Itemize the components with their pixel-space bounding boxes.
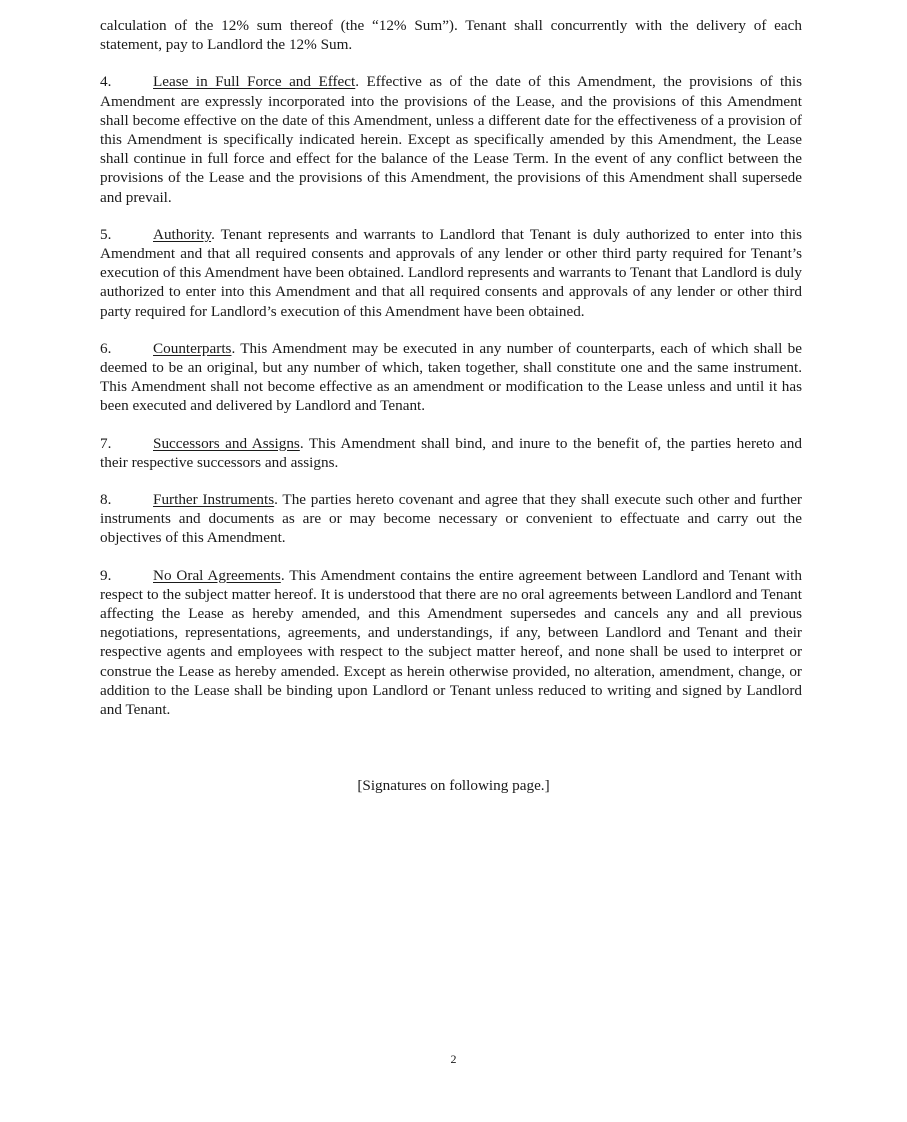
section-6: [100, 339, 802, 416]
section-number: 8.: [100, 491, 112, 509]
page-number: 2: [450, 1052, 457, 1066]
section-9: [100, 566, 802, 720]
document-body: [100, 16, 802, 737]
section-body: . Tenant represents and warrants to Landlord that Tenant is duly authorized to enter into this Amendment and that all required consents and approvals of any lender or other third party required for Tenant’s execution of this Amendment have been obtained. Landlord represents and warrants to Tenant that Landlord is duly authorized to enter into this Amendment and that all required consents and approvals of any lender or other third party required for Landlord’s execution of this Amendment have been obtained.: [100, 225, 802, 320]
section-number: 7.: [100, 434, 112, 452]
section-number: 6.: [100, 339, 112, 357]
section-8: [100, 490, 802, 548]
section-heading: Counterparts: [153, 339, 232, 357]
section-heading: Further Instruments: [153, 491, 275, 509]
signature-note: [Signatures on following page.]: [357, 777, 550, 794]
section-number: 9.: [100, 566, 112, 584]
section-body: . This Amendment contains the entire agreement between Landlord and Tenant with respect to the subject matter hereof. It is understood that there are no oral agreements between Landlord and Tenant affecting the Lease as hereby amended, and this Amendment supersedes and cancels any and all previous negotiations, representations, agreements, and understandings, if any, between Landlord and Tenant and their respective agents and employees with respect to the subject matter hereof, and none shall be used to interpret or construe the Lease as hereby amended. Except as herein otherwise provided, no alteration, amendment, change, or addition to the Lease shall be binding upon Landlord or Tenant unless reduced to writing and signed by Landlord and Tenant.: [100, 566, 802, 719]
section-number: 4.: [100, 73, 112, 91]
section-body: . Effective as of the date of this Amendment, the provisions of this Amendment are expressly incorporated into the provisions of the Lease, and the provisions of this Amendment shall become effective on the date of this Amendment, unless a different date for the effectiveness of a provision of this Amendment is specifically indicated herein. Except as specifically amended by this Amendment, the Lease shall continue in full force and effect for the balance of the Lease Term. In the event of any conflict between the provisions of the Lease and the provisions of this Amendment, the provisions of this Amendment shall supersede and prevail.: [100, 73, 803, 206]
section-4: [100, 72, 802, 206]
section-body: . This Amendment may be executed in any number of counterparts, each of which shall be deemed to be an original, but any number of which, taken together, shall constitute one and the same instrument. This Amendment shall not become effective as an amendment or modification to the Lease unless and until it has been executed and delivered by Landlord and Tenant.: [100, 339, 802, 415]
section-heading: No Oral Agreements: [153, 566, 281, 584]
section-body: . The parties hereto covenant and agree that they shall execute such other and further instruments and documents as are or may become necessary or convenient to effectuate and carry out the objectives of this Amendment.: [100, 491, 802, 547]
section-heading: Successors and Assigns: [153, 434, 300, 452]
section-body: . This Amendment shall bind, and inure to the benefit of, the parties hereto and their respective successors and assigns.: [100, 434, 802, 471]
section-heading: Authority: [153, 225, 212, 243]
section-5: [100, 225, 802, 321]
section-number: 5.: [100, 225, 112, 243]
section-7: [100, 434, 802, 472]
section-heading: Lease in Full Force and Effect: [153, 73, 356, 91]
continuation-paragraph: calculation of the 12% sum thereof (the “12% Sum”). Tenant shall concurrently with the delivery of each statement, pay to Landlord the 12% Sum.: [100, 17, 802, 54]
